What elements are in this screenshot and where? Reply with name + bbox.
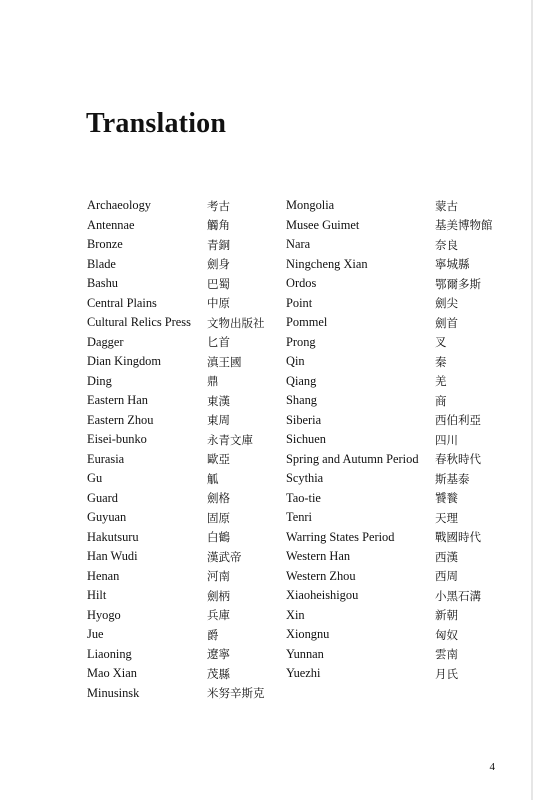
chinese-term: 匕首 (207, 335, 230, 350)
glossary-entry (286, 645, 515, 665)
chinese-term: 劍格 (207, 491, 230, 506)
english-term: Xin (286, 607, 305, 622)
chinese-term: 河南 (207, 569, 230, 584)
english-term: Archaeology (87, 198, 151, 213)
glossary-entry (87, 411, 277, 431)
chinese-term: 考古 (207, 198, 230, 213)
glossary-entry (87, 645, 277, 665)
glossary-entry (87, 547, 277, 567)
chinese-term: 西漢 (435, 549, 458, 564)
english-term: Guard (87, 490, 118, 505)
english-term: Jue (87, 627, 104, 642)
chinese-term: 天理 (435, 510, 458, 525)
chinese-term: 漢武帝 (207, 549, 242, 564)
english-term: Dagger (87, 334, 124, 349)
chinese-term: 羌 (435, 374, 447, 389)
glossary-entry (286, 528, 515, 548)
chinese-term: 觸角 (207, 218, 230, 233)
glossary-entry (87, 294, 277, 314)
chinese-term: 兵庫 (207, 608, 230, 623)
glossary-entry (286, 664, 515, 684)
english-term: Hyogo (87, 607, 121, 622)
glossary-entry (286, 489, 515, 509)
english-term: Central Plains (87, 295, 157, 310)
english-term: Ordos (286, 276, 317, 291)
glossary-entry (87, 684, 277, 704)
chinese-term: 商 (435, 393, 447, 408)
glossary-entry (286, 430, 515, 450)
english-term: Mao Xian (87, 666, 137, 681)
english-term: Tao-tie (286, 490, 321, 505)
chinese-term: 遼寧 (207, 647, 230, 662)
glossary-entry (286, 625, 515, 645)
english-term: Guyuan (87, 510, 127, 525)
chinese-term: 巴蜀 (207, 276, 230, 291)
glossary-left-column (87, 196, 277, 703)
english-term: Ningcheng Xian (286, 256, 368, 271)
page-number: 4 (489, 761, 495, 773)
glossary-entry (286, 411, 515, 431)
chinese-term: 新朝 (435, 608, 458, 623)
glossary-entry (286, 547, 515, 567)
chinese-term: 白鶴 (207, 530, 230, 545)
chinese-term: 爵 (207, 627, 219, 642)
english-term: Nara (286, 237, 311, 252)
english-term: Siberia (286, 412, 322, 427)
chinese-term: 斯基泰 (435, 471, 470, 486)
glossary-entry (286, 313, 515, 333)
english-term: Xiongnu (286, 627, 330, 642)
english-term: Antennae (87, 217, 135, 232)
glossary-entry (286, 372, 515, 392)
chinese-term: 劍首 (435, 315, 458, 330)
english-term: Pommel (286, 315, 328, 330)
english-term: Qin (286, 354, 305, 369)
glossary-entry (87, 450, 277, 470)
chinese-term: 文物出版社 (207, 315, 265, 330)
chinese-term: 劍身 (207, 257, 230, 272)
glossary-right-column (286, 196, 515, 684)
english-term: Gu (87, 471, 103, 486)
english-term: Xiaoheishigou (286, 588, 359, 603)
glossary-entry (87, 528, 277, 548)
english-term: Musee Guimet (286, 217, 360, 232)
chinese-term: 東周 (207, 413, 230, 428)
glossary-entry (87, 372, 277, 392)
chinese-term: 叉 (435, 335, 447, 350)
chinese-term: 匈奴 (435, 627, 458, 642)
glossary-entry (286, 508, 515, 528)
chinese-term: 滇王國 (207, 354, 242, 369)
english-term: Han Wudi (87, 549, 138, 564)
english-term: Hakutsuru (87, 529, 139, 544)
glossary-entry (87, 333, 277, 353)
english-term: Eastern Zhou (87, 412, 154, 427)
english-term: Blade (87, 256, 116, 271)
chinese-term: 月氏 (435, 666, 458, 681)
glossary-entry (286, 450, 515, 470)
english-term: Qiang (286, 373, 317, 388)
chinese-term: 秦 (435, 354, 447, 369)
english-term: Ding (87, 373, 112, 388)
page-title: Translation (86, 108, 227, 139)
chinese-term: 劍尖 (435, 296, 458, 311)
chinese-term: 蒙古 (435, 198, 458, 213)
chinese-term: 西周 (435, 569, 458, 584)
english-term: Scythia (286, 471, 324, 486)
english-term: Western Han (286, 549, 351, 564)
english-term: Bronze (87, 237, 123, 252)
english-term: Eastern Han (87, 393, 148, 408)
glossary-entry (286, 235, 515, 255)
glossary-entry (286, 469, 515, 489)
english-term: Yuezhi (286, 666, 321, 681)
english-term: Mongolia (286, 198, 335, 213)
glossary-entry (286, 352, 515, 372)
glossary-entry (87, 216, 277, 236)
chinese-term: 永青文庫 (207, 432, 253, 447)
english-term: Eisei-bunko (87, 432, 147, 447)
english-term: Cultural Relics Press (87, 315, 191, 330)
glossary-entry (87, 489, 277, 509)
chinese-term: 雲南 (435, 647, 458, 662)
glossary-entry (286, 255, 515, 275)
chinese-term: 鄂爾多斯 (435, 276, 481, 291)
chinese-term: 寧城縣 (435, 257, 470, 272)
english-term: Minusinsk (87, 685, 140, 700)
english-term: Hilt (87, 588, 107, 603)
chinese-term: 奈良 (435, 237, 458, 252)
glossary-entry (87, 196, 277, 216)
glossary-entry (87, 313, 277, 333)
english-term: Eurasia (87, 451, 125, 466)
english-term: Tenri (286, 510, 312, 525)
chinese-term: 春秋時代 (435, 452, 481, 467)
glossary-entry (87, 664, 277, 684)
chinese-term: 西伯利亞 (435, 413, 481, 428)
chinese-term: 四川 (435, 432, 458, 447)
chinese-term: 饕餮 (435, 491, 458, 506)
english-term: Western Zhou (286, 568, 356, 583)
english-term: Point (286, 295, 313, 310)
english-term: Prong (286, 334, 316, 349)
chinese-term: 小黑石溝 (435, 588, 481, 603)
chinese-term: 固原 (207, 510, 230, 525)
english-term: Spring and Autumn Period (286, 451, 419, 466)
glossary-entry (286, 586, 515, 606)
english-term: Shang (286, 393, 317, 408)
glossary-entry (286, 196, 515, 216)
chinese-term: 基美博物館 (435, 218, 493, 233)
chinese-term: 劍柄 (207, 588, 230, 603)
glossary-entry (87, 430, 277, 450)
english-term: Dian Kingdom (87, 354, 161, 369)
glossary-entry (286, 391, 515, 411)
chinese-term: 戰國時代 (435, 530, 481, 545)
glossary-entry (286, 274, 515, 294)
glossary-entry (87, 469, 277, 489)
chinese-term: 青銅 (207, 237, 230, 252)
glossary-entry (87, 255, 277, 275)
glossary-entry (87, 235, 277, 255)
english-term: Henan (87, 568, 120, 583)
chinese-term: 茂縣 (207, 666, 230, 681)
glossary-entry (87, 352, 277, 372)
english-term: Sichuen (286, 432, 326, 447)
chinese-term: 鼎 (207, 374, 219, 389)
chinese-term: 東漢 (207, 393, 230, 408)
chinese-term: 歐亞 (207, 452, 230, 467)
chinese-term: 觚 (207, 471, 219, 486)
chinese-term: 中原 (207, 296, 230, 311)
glossary-entry (87, 508, 277, 528)
chinese-term: 米努辛斯克 (207, 686, 265, 701)
english-term: Liaoning (87, 646, 132, 661)
glossary-entry (286, 294, 515, 314)
glossary-entry (87, 586, 277, 606)
glossary-entry (87, 567, 277, 587)
glossary-entry (87, 274, 277, 294)
glossary-entry (87, 625, 277, 645)
glossary-entry (286, 216, 515, 236)
english-term: Bashu (87, 276, 118, 291)
english-term: Yunnan (286, 646, 324, 661)
glossary-entry (286, 606, 515, 626)
english-term: Warring States Period (286, 529, 395, 544)
glossary-entry (87, 391, 277, 411)
glossary-entry (286, 333, 515, 353)
glossary-entry (286, 567, 515, 587)
glossary-entry (87, 606, 277, 626)
